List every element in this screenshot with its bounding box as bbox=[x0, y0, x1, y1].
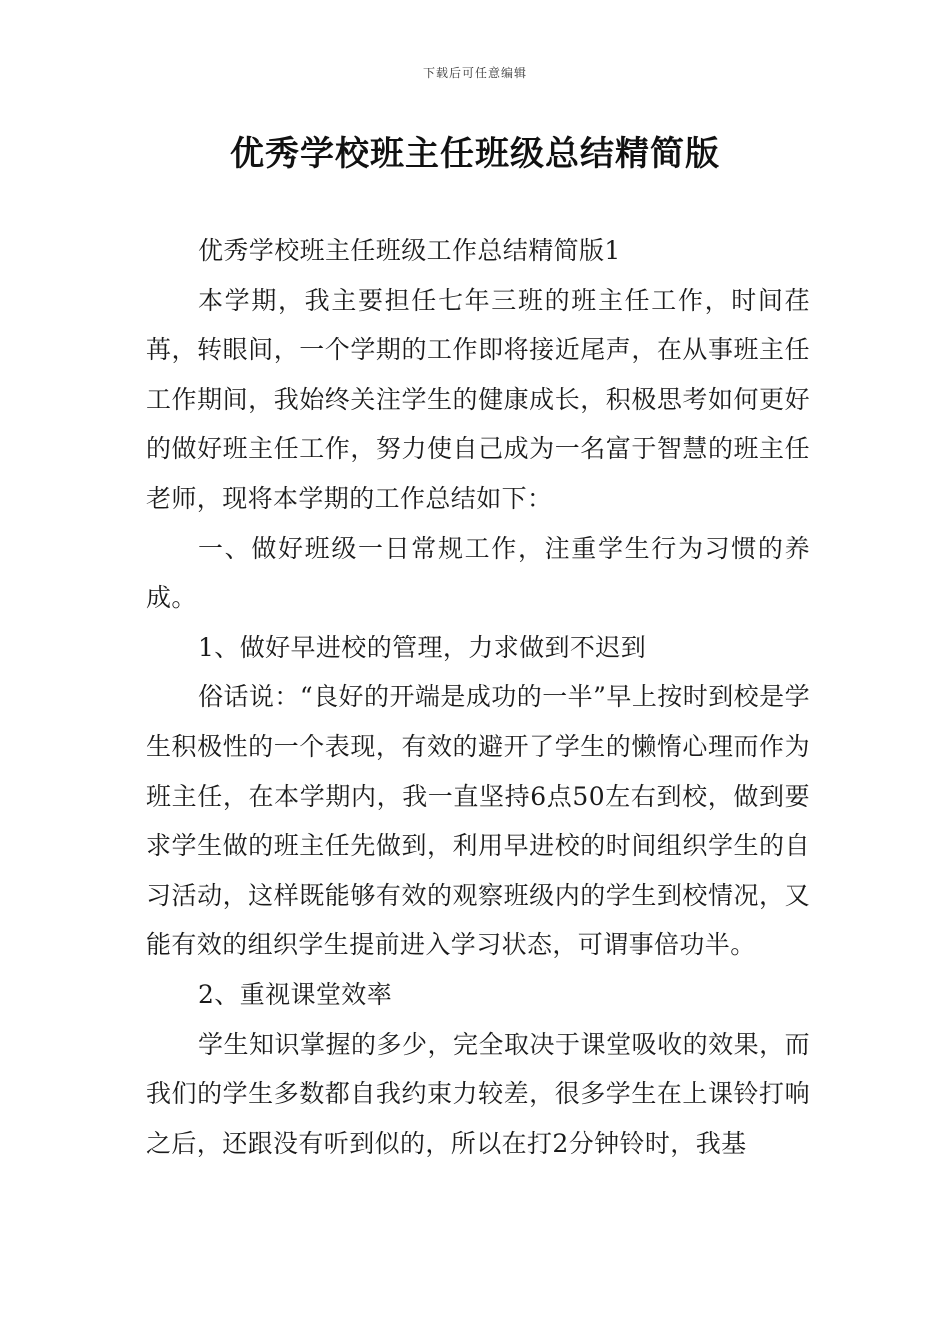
header-note: 下载后可任意编辑 bbox=[422, 66, 527, 80]
document-body bbox=[146, 226, 810, 1168]
section-heading: 优秀学校班主任班级工作总结精简版1 bbox=[198, 236, 621, 265]
paragraph: 本学期，我主要担任七年三班的班主任工作，时间荏苒，转眼间，一个学期的工作即将接近尾声，在从事班主任工作期间，我始终关注学生的健康成长，积极思考如何更好的做好班主任工作，努力使自己成为一名富于智慧的班主任老师，现将本学期的工作总结如下： bbox=[146, 285, 810, 513]
document-title: 优秀学校班主任班级总结精简版 bbox=[230, 134, 720, 174]
paragraph: 学生知识掌握的多少，完全取决于课堂吸收的效果，而我们的学生多数都自我约束力较差，很多学生在上课铃打响之后，还跟没有听到似的，所以在打2分钟铃时，我基 bbox=[146, 1029, 810, 1158]
section-heading: 一、做好班级一日常规工作，注重学生行为习惯的养成。 bbox=[146, 533, 810, 613]
paragraph: 俗话说：“良好的开端是成功的一半”早上按时到校是学生积极性的一个表现，有效的避开了学生的懒惰心理而作为班主任，在本学期内，我一直坚持6点50左右到校，做到要求学生做的班主任先做到，利用早进校的时间组织学生的自习活动，这样既能够有效的观察班级内的学生到校情况，又能有效的组织学生提前进入学习状态，可谓事倍功半。 bbox=[146, 682, 810, 960]
subsection-heading: 2、重视课堂效率 bbox=[198, 979, 393, 1009]
subsection-heading: 1、做好早进校的管理，力求做到不迟到 bbox=[198, 632, 647, 662]
